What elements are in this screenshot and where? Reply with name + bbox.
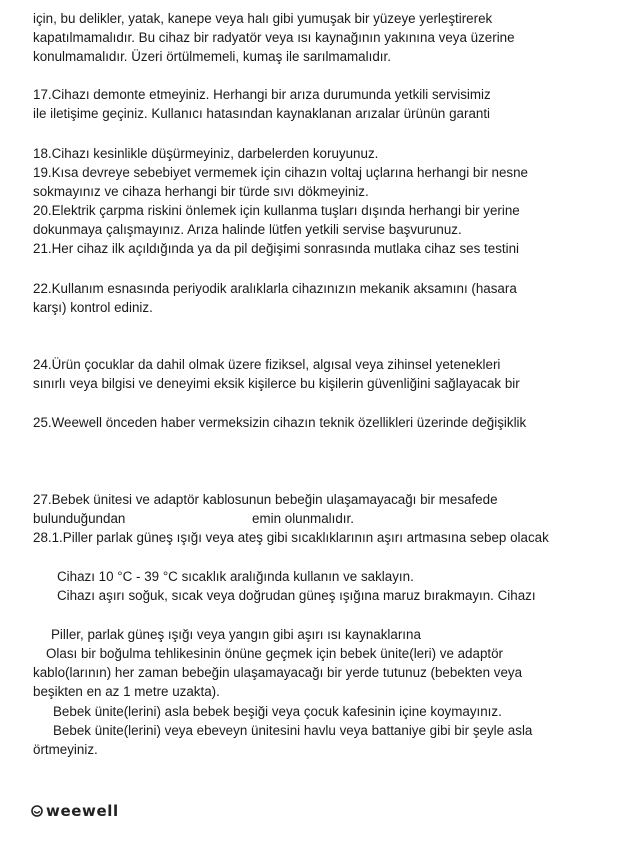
text-line: 28.1.Piller parlak güneş ışığı veya ateş gibi sıcaklıklarının aşırı artmasına sebep olacak bbox=[33, 530, 549, 545]
text-line: Bebek ünite(lerini) asla bebek beşiği veya çocuk kafesinin içine koymayınız. bbox=[53, 704, 502, 719]
weewell-logo-icon bbox=[31, 805, 43, 817]
text-line: 25.Weewell önceden haber vermeksizin cihazın teknik özellikleri üzerinde değişiklik bbox=[33, 415, 527, 430]
text-line: ile iletişime geçiniz. Kullanıcı hatasından kaynaklanan arızalar ürünün garanti bbox=[33, 106, 491, 121]
text-line: 17.Cihazı demonte etmeyiniz. Herhangi bir arıza durumunda yetkili servisimiz bbox=[33, 87, 491, 102]
text-line: kapatılmamalıdır. Bu cihaz bir radyatör veya ısı kaynağının yakınına veya üzerine bbox=[33, 30, 515, 45]
text-line: örtmeyiniz. bbox=[33, 742, 98, 757]
text-line: Piller, parlak güneş ışığı veya yangın gibi aşırı ısı kaynaklarına bbox=[51, 627, 421, 642]
text-line: sınırlı veya bilgisi ve deneyimi eksik kişilerce bu kişilerin güvenliğini sağlayacak bir bbox=[33, 376, 520, 391]
text-line: 22.Kullanım esnasında periyodik aralıklarla cihazınızın mekanik aksamını (hasara bbox=[33, 281, 517, 296]
text-line: Cihazı 10 °C - 39 °C sıcaklık aralığında kullanın ve saklayın. bbox=[57, 569, 414, 584]
text-line: karşı) kontrol ediniz. bbox=[33, 300, 153, 315]
brand-logo bbox=[31, 802, 119, 820]
text-line: 19.Kısa devreye sebebiyet vermemek için cihazın voltaj uçlarına herhangi bir nesne bbox=[33, 165, 528, 180]
text-line: bulunduğundan bbox=[33, 511, 126, 526]
text-line: emin olunmalıdır. bbox=[252, 511, 354, 526]
text-line: dokunmaya çalışmayınız. Arıza halinde lütfen yetkili servise başvurunuz. bbox=[33, 222, 462, 237]
text-line: beşikten en az 1 metre uzakta). bbox=[33, 684, 220, 699]
text-line: Olası bir boğulma tehlikesinin önüne geçmek için bebek ünite(leri) ve adaptör bbox=[46, 646, 504, 661]
text-line: 18.Cihazı kesinlikle düşürmeyiniz, darbelerden koruyunuz. bbox=[33, 146, 379, 161]
text-line: 24.Ürün çocuklar da dahil olmak üzere fiziksel, algısal veya zihinsel yetenekleri bbox=[33, 357, 501, 372]
text-line: 27.Bebek ünitesi ve adaptör kablosunun bebeğin ulaşamayacağı bir mesafede bbox=[33, 492, 498, 507]
logo-wordmark: weewell bbox=[46, 802, 119, 820]
text-line: kablo(larının) her zaman bebeğin ulaşamayacağı bir yerde tutunuz (bebekten veya bbox=[33, 665, 523, 680]
text-line: 20.Elektrik çarpma riskini önlemek için kullanma tuşları dışında herhangi bir yerine bbox=[33, 203, 520, 218]
text-line: 21.Her cihaz ilk açıldığında ya da pil değişimi sonrasında mutlaka cihaz ses testini bbox=[33, 241, 520, 256]
text-line: Bebek ünite(lerini) veya ebeveyn ünitesini havlu veya battaniye gibi bir şeyle asla bbox=[53, 723, 533, 738]
text-line: Cihazı aşırı soğuk, sıcak veya doğrudan güneş ışığına maruz bırakmayın. Cihazı bbox=[57, 588, 536, 603]
text-line: için, bu delikler, yatak, kanepe veya halı gibi yumuşak bir yüzeye yerleştirerek bbox=[33, 11, 493, 26]
text-line: sokmayınız ve cihaza herhangi bir türde sıvı dökmeyiniz. bbox=[33, 184, 369, 199]
text-line: konulmamalıdır. Üzeri örtülmemeli, kumaş ile sarılmamalıdır. bbox=[33, 49, 391, 64]
